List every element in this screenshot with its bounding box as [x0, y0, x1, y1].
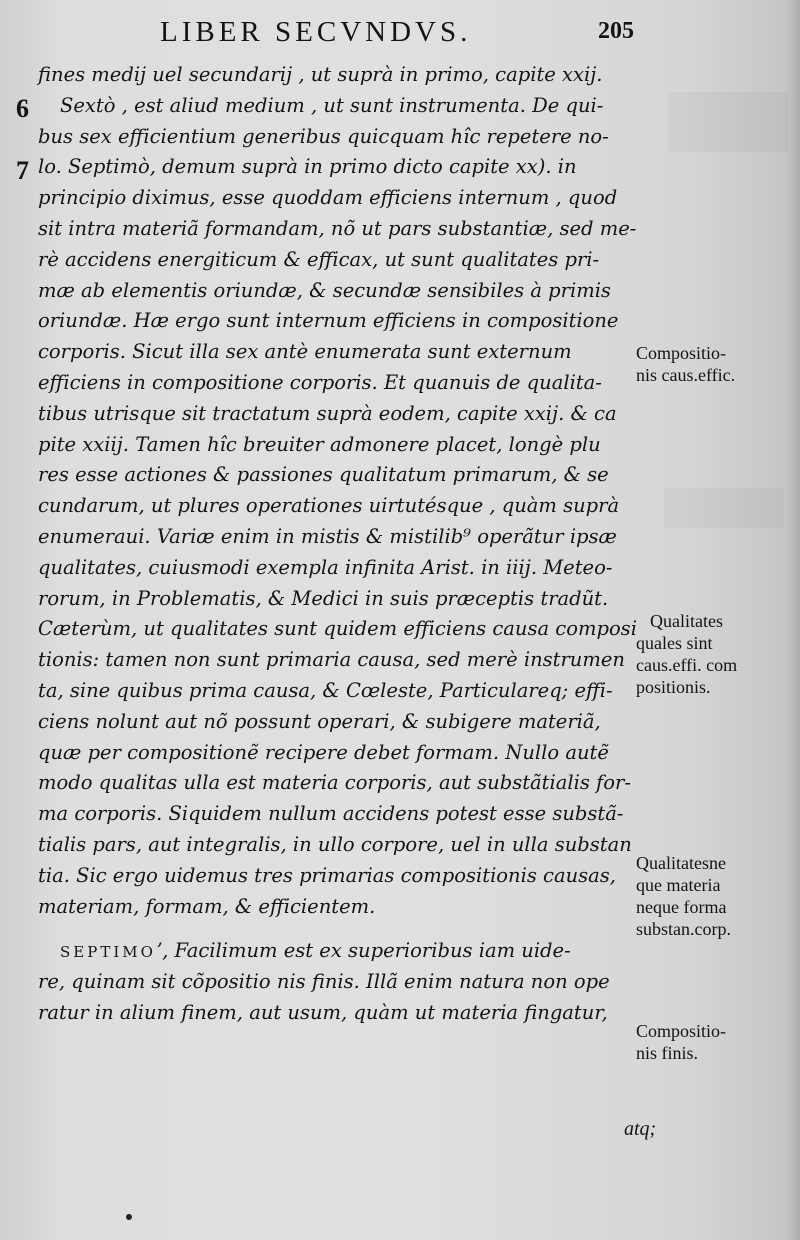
- marginal-note: [636, 610, 737, 698]
- note-line: nis finis.: [636, 1043, 699, 1063]
- note-line: substan.corp.: [636, 919, 731, 939]
- marginal-note: [636, 1020, 726, 1064]
- text-line: rorum, in Problematis, & Medici in suis præceptis tradũt.: [38, 586, 609, 610]
- text-line: quæ per compositionẽ recipere debet formam. Nullo autẽ: [38, 740, 609, 764]
- text-line: tibus utrisque sit tractatum suprà eodem, capite xxij. & ca: [38, 401, 617, 425]
- text-line: tialis pars, aut integralis, in ullo corpore, uel in ulla substan: [38, 832, 632, 856]
- text-line: materiam, formam, & efficientem.: [38, 894, 376, 918]
- text-line: Sextò , est aliud medium , ut sunt instrumenta. De qui-: [60, 93, 604, 117]
- text-line: efficiens in compositione corporis. Et quanuis de qualita-: [38, 370, 602, 394]
- running-title: LIBER SECVNDVS.: [160, 16, 472, 48]
- note-line: positionis.: [636, 677, 711, 697]
- text-line: ta, sine quibus prima causa, & Cœleste, Particulareq; effi-: [38, 678, 613, 702]
- text-line: qualitates, cuiusmodi exempla infinita Arist. in iiij. Meteo-: [38, 555, 613, 579]
- small-caps-lead: SEPTIMO: [60, 943, 156, 962]
- text-line: tia. Sic ergo uidemus tres primarias compositionis causas,: [38, 863, 616, 887]
- text-line: enumeraui. Variæ enim in mistis & mistilib⁹ operãtur ipsæ: [38, 524, 617, 548]
- page-edge-shadow: [786, 0, 800, 1240]
- marginal-note: [636, 342, 735, 386]
- note-line: Qualitates: [650, 611, 723, 631]
- section-marker: 7: [16, 156, 29, 185]
- text-line: ratur in alium finem, aut usum, quàm ut materia fingatur,: [38, 1000, 608, 1024]
- text-line: sit intra materiã formandam, nõ ut pars substantiæ, sed me-: [38, 216, 637, 240]
- bleed-through-shadow: [668, 92, 788, 152]
- text-line: lo. Septimò, demum suprà in primo dicto capite xx). in: [38, 155, 577, 179]
- text-line: re, quinam sit cõpositio nis finis. Illã enim natura non ope: [38, 970, 610, 994]
- marginal-note: [636, 852, 731, 940]
- text-line: Cæterùm, ut qualitates sunt quidem efficiens causa composi: [38, 617, 637, 641]
- page-header: [0, 16, 800, 56]
- text-line: fines medij uel secundarij , ut suprà in primo, capite xxij.: [38, 63, 603, 86]
- text-line: oriundæ. Hæ ergo sunt internum efficiens in compositione: [38, 309, 619, 333]
- text-line: corporis. Sicut illa sex antè enumerata sunt externum: [38, 340, 572, 364]
- text-line: mæ ab elementis oriundæ, & secundæ sensibiles à primis: [38, 278, 611, 302]
- text-line: tionis: tamen non sunt primaria causa, sed merè instrumen: [38, 648, 625, 672]
- text-line: res esse actiones & passiones qualitatum primarum, & se: [38, 463, 609, 487]
- text-line: ciens nolunt aut nõ possunt operari, & subigere materiã,: [38, 709, 601, 733]
- page-number: 205: [598, 18, 634, 44]
- paragraph-first-line: [38, 936, 638, 967]
- section-marker: 6: [16, 94, 29, 123]
- note-line: Qualitatesne: [636, 853, 726, 873]
- catchword: atq;: [624, 1118, 657, 1140]
- text-line: pite xxiij. Tamen hîc breuiter admonere placet, longè plu: [38, 432, 601, 456]
- text-line: cundarum, ut plures operationes uirtutésque , quàm suprà: [38, 494, 620, 518]
- note-line: neque forma: [636, 897, 727, 917]
- note-line: que materia: [636, 875, 721, 895]
- bleed-through-shadow: [664, 488, 784, 528]
- text-line: ma corporis. Siquidem nullum accidens potest esse substã-: [38, 802, 624, 826]
- note-line: quales sint: [636, 633, 713, 653]
- text-line: modo qualitas ulla est materia corporis, aut substãtialis for-: [38, 771, 631, 795]
- note-line: Compositio-: [636, 343, 727, 363]
- ink-dot: [126, 1214, 132, 1220]
- note-line: Compositio-: [636, 1021, 727, 1041]
- note-line: nis caus.effic.: [636, 365, 736, 385]
- text-line: principio diximus, esse quoddam efficiens internum , quod: [38, 186, 618, 210]
- main-text-column: [38, 60, 638, 1029]
- text-line: rè accidens energiticum & efficax, ut sunt qualitates pri-: [38, 247, 600, 271]
- text-fragment: ʼ, Facilimum est ex superioribus iam uide-: [155, 939, 571, 963]
- text-line: bus sex efficientium generibus quicquam hîc repetere no-: [38, 124, 609, 148]
- note-line: caus.effi. com: [636, 655, 738, 675]
